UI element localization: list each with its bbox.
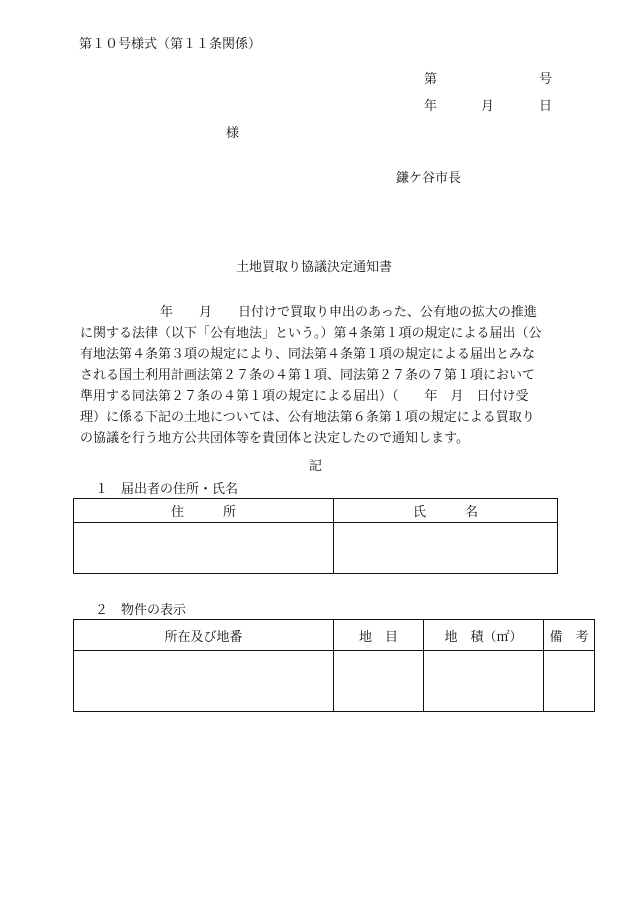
- issuer: 鎌ケ谷市長: [396, 171, 462, 186]
- document-title: 土地買取り協議決定通知書: [236, 260, 393, 275]
- section1-heading: １ 届出者の住所・氏名: [95, 482, 239, 497]
- section2-heading: ２ 物件の表示: [95, 603, 187, 618]
- land-category-header: 地 目: [334, 620, 424, 651]
- remarks-header: 備 考: [544, 620, 595, 651]
- date-month: 月: [481, 99, 495, 114]
- body-line: される国土利用計画法第２７条の４第１項、同法第２７条の７第１項において: [80, 368, 536, 383]
- area-cell: [424, 651, 544, 712]
- date-year: 年: [424, 99, 438, 114]
- addressee: 様: [226, 126, 240, 141]
- body-line: 理）に係る下記の土地については、公有地法第６条第１項の規定による買取り: [80, 410, 535, 425]
- remarks-cell: [544, 651, 595, 712]
- form-number: 第１０号様式（第１１条関係）: [79, 37, 262, 52]
- property-table: [73, 619, 595, 712]
- body-line: 有地法第４条第３項の規定により、同法第４条第１項の規定による届出とみな: [80, 347, 536, 362]
- area-header: 地 積（㎡）: [424, 620, 544, 651]
- doc-number-suffix: 号: [539, 72, 553, 87]
- address-header: 住 所: [74, 499, 334, 523]
- doc-number-prefix: 第: [424, 72, 438, 87]
- body-line: の協議を行う地方公共団体等を貴団体と決定したので通知します。: [80, 431, 469, 446]
- name-cell: [334, 523, 558, 574]
- location-header: 所在及び地番: [74, 620, 334, 651]
- applicant-table: [73, 498, 558, 574]
- body-line: 年 月 日付けで買取り申出のあった、公有地の拡大の推進: [160, 305, 537, 320]
- location-cell: [74, 651, 334, 712]
- name-header: 氏 名: [334, 499, 558, 523]
- land-category-cell: [334, 651, 424, 712]
- note-heading: 記: [309, 459, 323, 474]
- body-paragraph: [80, 306, 580, 456]
- body-line: 準用する同法第２７条の４第１項の規定による届出）（ 年 月 日付け受: [80, 389, 529, 404]
- body-line: に関する法律（以下「公有地法」という。）第４条第１項の規定による届出（公: [80, 326, 542, 341]
- address-cell: [74, 523, 334, 574]
- date-day: 日: [539, 99, 553, 114]
